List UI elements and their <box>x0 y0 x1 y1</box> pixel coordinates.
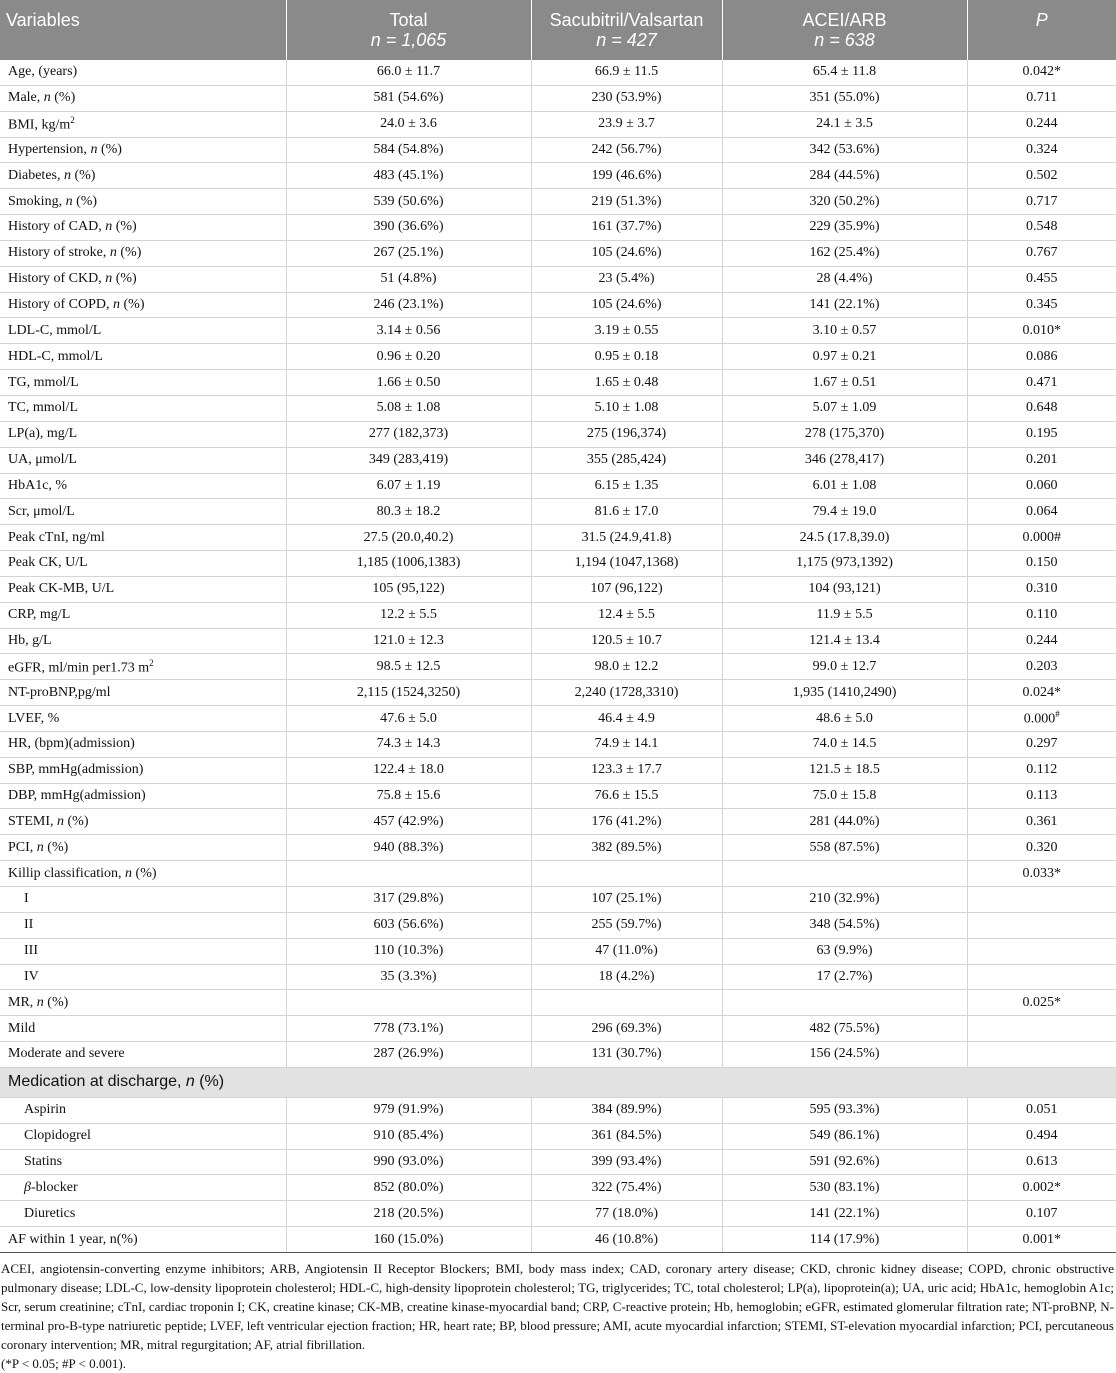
table-row <box>0 215 1116 241</box>
cell-total: 390 (36.6%) <box>286 215 531 241</box>
table-row <box>0 85 1116 111</box>
cell-acei-arb: 320 (50.2%) <box>722 189 967 215</box>
table-row <box>0 292 1116 318</box>
cell-p-value: 0.113 <box>967 783 1116 809</box>
cell-total: 584 (54.8%) <box>286 137 531 163</box>
row-label: UA, μmol/L <box>0 447 286 473</box>
cell-p-value: 0.064 <box>967 499 1116 525</box>
cell-sacubitril-valsartan: 361 (84.5%) <box>531 1123 722 1149</box>
cell-p-value: 0.548 <box>967 215 1116 241</box>
cell-sacubitril-valsartan: 296 (69.3%) <box>531 1016 722 1042</box>
row-label: MR, n (%) <box>0 990 286 1016</box>
cell-total: 990 (93.0%) <box>286 1149 531 1175</box>
cell-p-value <box>967 912 1116 938</box>
cell-total: 98.5 ± 12.5 <box>286 654 531 680</box>
cell-sacubitril-valsartan: 176 (41.2%) <box>531 809 722 835</box>
cell-p-value: 0.042* <box>967 60 1116 85</box>
cell-acei-arb: 1,935 (1410,2490) <box>722 680 967 706</box>
cell-total <box>286 861 531 887</box>
cell-sacubitril-valsartan: 23 (5.4%) <box>531 266 722 292</box>
row-label: LDL-C, mmol/L <box>0 318 286 344</box>
cell-p-value: 0.000# <box>967 706 1116 732</box>
cell-sacubitril-valsartan: 12.4 ± 5.5 <box>531 602 722 628</box>
row-label: DBP, mmHg(admission) <box>0 783 286 809</box>
cell-p-value: 0.002* <box>967 1175 1116 1201</box>
row-label: Peak CK, U/L <box>0 551 286 577</box>
table-row <box>0 680 1116 706</box>
cell-sacubitril-valsartan: 47 (11.0%) <box>531 938 722 964</box>
cell-acei-arb: 595 (93.3%) <box>722 1097 967 1123</box>
cell-p-value <box>967 938 1116 964</box>
cell-sacubitril-valsartan: 255 (59.7%) <box>531 912 722 938</box>
cell-p-value: 0.320 <box>967 835 1116 861</box>
cell-p-value <box>967 964 1116 990</box>
cell-sacubitril-valsartan: 105 (24.6%) <box>531 240 722 266</box>
cell-acei-arb: 121.4 ± 13.4 <box>722 628 967 654</box>
cell-acei-arb: 99.0 ± 12.7 <box>722 654 967 680</box>
cell-sacubitril-valsartan: 74.9 ± 14.1 <box>531 731 722 757</box>
row-label: History of CAD, n (%) <box>0 215 286 241</box>
table-row <box>0 1149 1116 1175</box>
row-label: NT-proBNP,pg/ml <box>0 680 286 706</box>
row-label: TG, mmol/L <box>0 370 286 396</box>
row-label: History of stroke, n (%) <box>0 240 286 266</box>
row-label: Peak CK-MB, U/L <box>0 576 286 602</box>
cell-acei-arb: 1.67 ± 0.51 <box>722 370 967 396</box>
cell-p-value: 0.345 <box>967 292 1116 318</box>
cell-p-value: 0.455 <box>967 266 1116 292</box>
cell-total: 24.0 ± 3.6 <box>286 111 531 137</box>
cell-sacubitril-valsartan: 219 (51.3%) <box>531 189 722 215</box>
cell-sacubitril-valsartan: 322 (75.4%) <box>531 1175 722 1201</box>
section-title: Medication at discharge, n (%) <box>0 1067 1116 1097</box>
header-sv-n: n = 427 <box>596 30 657 50</box>
table-row <box>0 938 1116 964</box>
cell-sacubitril-valsartan: 1,194 (1047,1368) <box>531 551 722 577</box>
cell-p-value: 0.310 <box>967 576 1116 602</box>
cell-total: 122.4 ± 18.0 <box>286 757 531 783</box>
cell-total: 12.2 ± 5.5 <box>286 602 531 628</box>
abbreviation-footnote: ACEI, angiotensin-converting enzyme inhibitors; ARB, Angiotensin II Receptor Blockers; BMI, body mass index; CAD, coronary artery disease; CKD, chronic kidney disease; COPD, chronic obstructive pulmonary disease; LDL-C, low-density lipoprotein cholesterol; HDL-C, high-density lipoprotein cholesterol; TG, triglycerides; TC, total cholesterol; LP(a), lipoprotein(a); UA, uric acid; HbA1c, hemoglobin A1c; Scr, serum creatinine; cTnI, cardiac troponin I; CK, creatine kinase; CK-MB, creatine kinase-myocardial band; CRP, C-reactive protein; Hb, hemoglobin; eGFR, estimated glomerular filtration rate; NT-proBNP, N-terminal pro-B-type natriuretic peptide; LVEF, left ventricular ejection fraction; HR, heart rate; BP, blood pressure; AMI, acute myocardial infarction; STEMI, ST-elevation myocardial infarction; PCI, percutaneous coronary intervention; MR, mitral regurgitation; AF, atrial fibrillation. <box>1 1260 1114 1352</box>
row-label: Hb, g/L <box>0 628 286 654</box>
cell-sacubitril-valsartan: 76.6 ± 15.5 <box>531 783 722 809</box>
cell-p-value: 0.086 <box>967 344 1116 370</box>
row-label: LVEF, % <box>0 706 286 732</box>
cell-sacubitril-valsartan: 199 (46.6%) <box>531 163 722 189</box>
row-label: Age, (years) <box>0 60 286 85</box>
table-row <box>0 395 1116 421</box>
cell-p-value: 0.203 <box>967 654 1116 680</box>
cell-sacubitril-valsartan: 31.5 (24.9,41.8) <box>531 525 722 551</box>
cell-total: 581 (54.6%) <box>286 85 531 111</box>
table-row <box>0 731 1116 757</box>
cell-acei-arb: 141 (22.1%) <box>722 1201 967 1227</box>
cell-acei-arb: 79.4 ± 19.0 <box>722 499 967 525</box>
cell-p-value: 0.324 <box>967 137 1116 163</box>
table-row <box>0 344 1116 370</box>
cell-acei-arb: 482 (75.5%) <box>722 1016 967 1042</box>
cell-acei-arb: 162 (25.4%) <box>722 240 967 266</box>
row-label: Peak cTnI, ng/ml <box>0 525 286 551</box>
cell-p-value: 0.717 <box>967 189 1116 215</box>
cell-sacubitril-valsartan: 355 (285,424) <box>531 447 722 473</box>
cell-p-value: 0.060 <box>967 473 1116 499</box>
cell-sacubitril-valsartan: 275 (196,374) <box>531 421 722 447</box>
row-label: Smoking, n (%) <box>0 189 286 215</box>
cell-acei-arb: 229 (35.9%) <box>722 215 967 241</box>
table-header-row <box>0 0 1116 60</box>
table-row <box>0 111 1116 137</box>
significance-footnote: (*P < 0.05; #P < 0.001). <box>1 1355 126 1371</box>
cell-acei-arb: 281 (44.0%) <box>722 809 967 835</box>
cell-acei-arb: 3.10 ± 0.57 <box>722 318 967 344</box>
cell-total: 457 (42.9%) <box>286 809 531 835</box>
cell-p-value <box>967 1016 1116 1042</box>
cell-p-value: 0.244 <box>967 111 1116 137</box>
header-acei-arb <box>722 0 967 60</box>
cell-acei-arb <box>722 861 967 887</box>
cell-acei-arb: 278 (175,370) <box>722 421 967 447</box>
row-label: β-blocker <box>0 1175 286 1201</box>
table-row <box>0 189 1116 215</box>
table-row <box>0 240 1116 266</box>
cell-acei-arb: 591 (92.6%) <box>722 1149 967 1175</box>
cell-acei-arb: 24.5 (17.8,39.0) <box>722 525 967 551</box>
cell-sacubitril-valsartan: 0.95 ± 0.18 <box>531 344 722 370</box>
table-body <box>0 60 1116 1252</box>
table-row <box>0 654 1116 680</box>
table-row <box>0 1123 1116 1149</box>
cell-sacubitril-valsartan: 81.6 ± 17.0 <box>531 499 722 525</box>
cell-acei-arb: 530 (83.1%) <box>722 1175 967 1201</box>
row-label: Diuretics <box>0 1201 286 1227</box>
cell-total: 47.6 ± 5.0 <box>286 706 531 732</box>
cell-p-value: 0.201 <box>967 447 1116 473</box>
cell-sacubitril-valsartan: 120.5 ± 10.7 <box>531 628 722 654</box>
cell-p-value: 0.471 <box>967 370 1116 396</box>
cell-sacubitril-valsartan: 3.19 ± 0.55 <box>531 318 722 344</box>
cell-sacubitril-valsartan: 18 (4.2%) <box>531 964 722 990</box>
cell-p-value: 0.001* <box>967 1227 1116 1253</box>
cell-sacubitril-valsartan: 399 (93.4%) <box>531 1149 722 1175</box>
cell-p-value: 0.244 <box>967 628 1116 654</box>
header-sacubitril-valsartan <box>531 0 722 60</box>
table-row <box>0 1016 1116 1042</box>
table-row <box>0 421 1116 447</box>
cell-total: 267 (25.1%) <box>286 240 531 266</box>
cell-acei-arb: 114 (17.9%) <box>722 1227 967 1253</box>
table-row <box>0 912 1116 938</box>
cell-total: 349 (283,419) <box>286 447 531 473</box>
cell-p-value: 0.107 <box>967 1201 1116 1227</box>
cell-acei-arb: 210 (32.9%) <box>722 887 967 913</box>
row-label: LP(a), mg/L <box>0 421 286 447</box>
cell-sacubitril-valsartan: 382 (89.5%) <box>531 835 722 861</box>
cell-total: 287 (26.9%) <box>286 1042 531 1068</box>
cell-p-value: 0.648 <box>967 395 1116 421</box>
cell-p-value: 0.033* <box>967 861 1116 887</box>
row-label: Diabetes, n (%) <box>0 163 286 189</box>
table-row <box>0 602 1116 628</box>
cell-total: 483 (45.1%) <box>286 163 531 189</box>
row-label: SBP, mmHg(admission) <box>0 757 286 783</box>
cell-total: 75.8 ± 15.6 <box>286 783 531 809</box>
table-row <box>0 861 1116 887</box>
row-label: Killip classification, n (%) <box>0 861 286 887</box>
cell-total: 218 (20.5%) <box>286 1201 531 1227</box>
cell-total: 5.08 ± 1.08 <box>286 395 531 421</box>
cell-total: 246 (23.1%) <box>286 292 531 318</box>
row-label: Clopidogrel <box>0 1123 286 1149</box>
cell-p-value: 0.150 <box>967 551 1116 577</box>
cell-sacubitril-valsartan <box>531 990 722 1016</box>
cell-total: 910 (85.4%) <box>286 1123 531 1149</box>
header-total-n: n = 1,065 <box>370 30 447 50</box>
cell-acei-arb <box>722 990 967 1016</box>
cell-acei-arb: 0.97 ± 0.21 <box>722 344 967 370</box>
cell-sacubitril-valsartan: 98.0 ± 12.2 <box>531 654 722 680</box>
table-row <box>0 628 1116 654</box>
cell-acei-arb: 5.07 ± 1.09 <box>722 395 967 421</box>
cell-acei-arb: 74.0 ± 14.5 <box>722 731 967 757</box>
cell-sacubitril-valsartan: 46 (10.8%) <box>531 1227 722 1253</box>
table-row <box>0 318 1116 344</box>
cell-total: 852 (80.0%) <box>286 1175 531 1201</box>
cell-sacubitril-valsartan: 242 (56.7%) <box>531 137 722 163</box>
cell-total: 603 (56.6%) <box>286 912 531 938</box>
cell-p-value: 0.010* <box>967 318 1116 344</box>
cell-acei-arb: 6.01 ± 1.08 <box>722 473 967 499</box>
cell-acei-arb: 63 (9.9%) <box>722 938 967 964</box>
table-row <box>0 757 1116 783</box>
cell-total: 27.5 (20.0,40.2) <box>286 525 531 551</box>
header-total-label: Total <box>389 10 428 30</box>
cell-acei-arb: 17 (2.7%) <box>722 964 967 990</box>
table-row <box>0 60 1116 85</box>
row-label: Moderate and severe <box>0 1042 286 1068</box>
table-row <box>0 706 1116 732</box>
cell-acei-arb: 1,175 (973,1392) <box>722 551 967 577</box>
cell-total: 6.07 ± 1.19 <box>286 473 531 499</box>
table-row <box>0 990 1116 1016</box>
table-row <box>0 137 1116 163</box>
cell-total: 979 (91.9%) <box>286 1097 531 1123</box>
cell-acei-arb: 342 (53.6%) <box>722 137 967 163</box>
cell-total: 105 (95,122) <box>286 576 531 602</box>
cell-total: 0.96 ± 0.20 <box>286 344 531 370</box>
table-footnotes <box>0 1253 1116 1373</box>
cell-acei-arb: 48.6 ± 5.0 <box>722 706 967 732</box>
table-row <box>0 1227 1116 1253</box>
cell-p-value: 0.361 <box>967 809 1116 835</box>
row-label: Aspirin <box>0 1097 286 1123</box>
cell-sacubitril-valsartan: 2,240 (1728,3310) <box>531 680 722 706</box>
table-row <box>0 551 1116 577</box>
cell-total: 2,115 (1524,3250) <box>286 680 531 706</box>
cell-total: 277 (182,373) <box>286 421 531 447</box>
row-label: PCI, n (%) <box>0 835 286 861</box>
cell-sacubitril-valsartan: 6.15 ± 1.35 <box>531 473 722 499</box>
table-row <box>0 1175 1116 1201</box>
cell-p-value <box>967 887 1116 913</box>
cell-p-value: 0.711 <box>967 85 1116 111</box>
table-row <box>0 163 1116 189</box>
cell-sacubitril-valsartan: 123.3 ± 17.7 <box>531 757 722 783</box>
cell-sacubitril-valsartan: 107 (25.1%) <box>531 887 722 913</box>
cell-sacubitril-valsartan: 384 (89.9%) <box>531 1097 722 1123</box>
header-variables: Variables <box>0 0 286 60</box>
header-total <box>286 0 531 60</box>
row-label: Mild <box>0 1016 286 1042</box>
cell-sacubitril-valsartan: 46.4 ± 4.9 <box>531 706 722 732</box>
cell-total <box>286 990 531 1016</box>
cell-p-value: 0.051 <box>967 1097 1116 1123</box>
cell-total: 3.14 ± 0.56 <box>286 318 531 344</box>
row-label: History of CKD, n (%) <box>0 266 286 292</box>
cell-acei-arb: 558 (87.5%) <box>722 835 967 861</box>
cell-total: 35 (3.3%) <box>286 964 531 990</box>
row-label: Scr, μmol/L <box>0 499 286 525</box>
table-row <box>0 964 1116 990</box>
table-row <box>0 576 1116 602</box>
cell-total: 539 (50.6%) <box>286 189 531 215</box>
table-row <box>0 525 1116 551</box>
table-row <box>0 1097 1116 1123</box>
cell-sacubitril-valsartan: 66.9 ± 11.5 <box>531 60 722 85</box>
row-label: TC, mmol/L <box>0 395 286 421</box>
cell-p-value: 0.767 <box>967 240 1116 266</box>
table-row <box>0 499 1116 525</box>
cell-total: 1,185 (1006,1383) <box>286 551 531 577</box>
cell-acei-arb: 141 (22.1%) <box>722 292 967 318</box>
row-label: I <box>0 887 286 913</box>
cell-p-value: 0.297 <box>967 731 1116 757</box>
table-row <box>0 473 1116 499</box>
cell-total: 74.3 ± 14.3 <box>286 731 531 757</box>
cell-sacubitril-valsartan: 230 (53.9%) <box>531 85 722 111</box>
cell-sacubitril-valsartan: 131 (30.7%) <box>531 1042 722 1068</box>
cell-sacubitril-valsartan: 107 (96,122) <box>531 576 722 602</box>
row-label: STEMI, n (%) <box>0 809 286 835</box>
cell-total: 940 (88.3%) <box>286 835 531 861</box>
row-label: HDL-C, mmol/L <box>0 344 286 370</box>
header-acei-n: n = 638 <box>814 30 875 50</box>
cell-sacubitril-valsartan: 1.65 ± 0.48 <box>531 370 722 396</box>
cell-acei-arb: 346 (278,417) <box>722 447 967 473</box>
cell-sacubitril-valsartan: 5.10 ± 1.08 <box>531 395 722 421</box>
cell-total: 317 (29.8%) <box>286 887 531 913</box>
cell-p-value: 0.025* <box>967 990 1116 1016</box>
cell-total: 121.0 ± 12.3 <box>286 628 531 654</box>
cell-acei-arb: 549 (86.1%) <box>722 1123 967 1149</box>
cell-acei-arb: 104 (93,121) <box>722 576 967 602</box>
cell-sacubitril-valsartan <box>531 861 722 887</box>
cell-p-value: 0.494 <box>967 1123 1116 1149</box>
cell-acei-arb: 284 (44.5%) <box>722 163 967 189</box>
row-label: Male, n (%) <box>0 85 286 111</box>
cell-total: 110 (10.3%) <box>286 938 531 964</box>
cell-sacubitril-valsartan: 161 (37.7%) <box>531 215 722 241</box>
row-label: HbA1c, % <box>0 473 286 499</box>
cell-acei-arb: 351 (55.0%) <box>722 85 967 111</box>
cell-p-value <box>967 1042 1116 1068</box>
cell-acei-arb: 24.1 ± 3.5 <box>722 111 967 137</box>
cell-acei-arb: 65.4 ± 11.8 <box>722 60 967 85</box>
row-label: Statins <box>0 1149 286 1175</box>
table-row <box>0 447 1116 473</box>
table-row <box>0 835 1116 861</box>
table-row <box>0 1201 1116 1227</box>
cell-acei-arb: 75.0 ± 15.8 <box>722 783 967 809</box>
header-p: P <box>967 0 1116 60</box>
cell-acei-arb: 348 (54.5%) <box>722 912 967 938</box>
table-row <box>0 783 1116 809</box>
cell-acei-arb: 156 (24.5%) <box>722 1042 967 1068</box>
cell-total: 51 (4.8%) <box>286 266 531 292</box>
cell-sacubitril-valsartan: 77 (18.0%) <box>531 1201 722 1227</box>
cell-sacubitril-valsartan: 105 (24.6%) <box>531 292 722 318</box>
cell-total: 1.66 ± 0.50 <box>286 370 531 396</box>
cell-p-value: 0.110 <box>967 602 1116 628</box>
cell-p-value: 0.195 <box>967 421 1116 447</box>
cell-acei-arb: 11.9 ± 5.5 <box>722 602 967 628</box>
row-label: AF within 1 year, n(%) <box>0 1227 286 1253</box>
cell-total: 778 (73.1%) <box>286 1016 531 1042</box>
row-label: History of COPD, n (%) <box>0 292 286 318</box>
row-label: BMI, $kg/m^2$ <box>0 111 286 137</box>
row-label: II <box>0 912 286 938</box>
table-row <box>0 370 1116 396</box>
row-label: Hypertension, n (%) <box>0 137 286 163</box>
cell-p-value: 0.112 <box>967 757 1116 783</box>
row-label: CRP, mg/L <box>0 602 286 628</box>
table-row <box>0 266 1116 292</box>
header-sv-label: Sacubitril/Valsartan <box>549 10 704 30</box>
table-row <box>0 1042 1116 1068</box>
cell-sacubitril-valsartan: 23.9 ± 3.7 <box>531 111 722 137</box>
header-acei-label: ACEI/ARB <box>802 10 887 30</box>
table-row <box>0 809 1116 835</box>
cell-total: 66.0 ± 11.7 <box>286 60 531 85</box>
cell-p-value: 0.502 <box>967 163 1116 189</box>
cell-acei-arb: 28 (4.4%) <box>722 266 967 292</box>
cell-total: 160 (15.0%) <box>286 1227 531 1253</box>
cell-p-value: 0.000# <box>967 525 1116 551</box>
cell-acei-arb: 121.5 ± 18.5 <box>722 757 967 783</box>
cell-total: 80.3 ± 18.2 <box>286 499 531 525</box>
section-header-row <box>0 1067 1116 1097</box>
cell-p-value: 0.024* <box>967 680 1116 706</box>
row-label: HR, (bpm)(admission) <box>0 731 286 757</box>
row-label: IV <box>0 964 286 990</box>
row-label: III <box>0 938 286 964</box>
table-row <box>0 887 1116 913</box>
row-label: eGFR, ml/min per1.73 $m^2$ <box>0 654 286 680</box>
cell-p-value: 0.613 <box>967 1149 1116 1175</box>
